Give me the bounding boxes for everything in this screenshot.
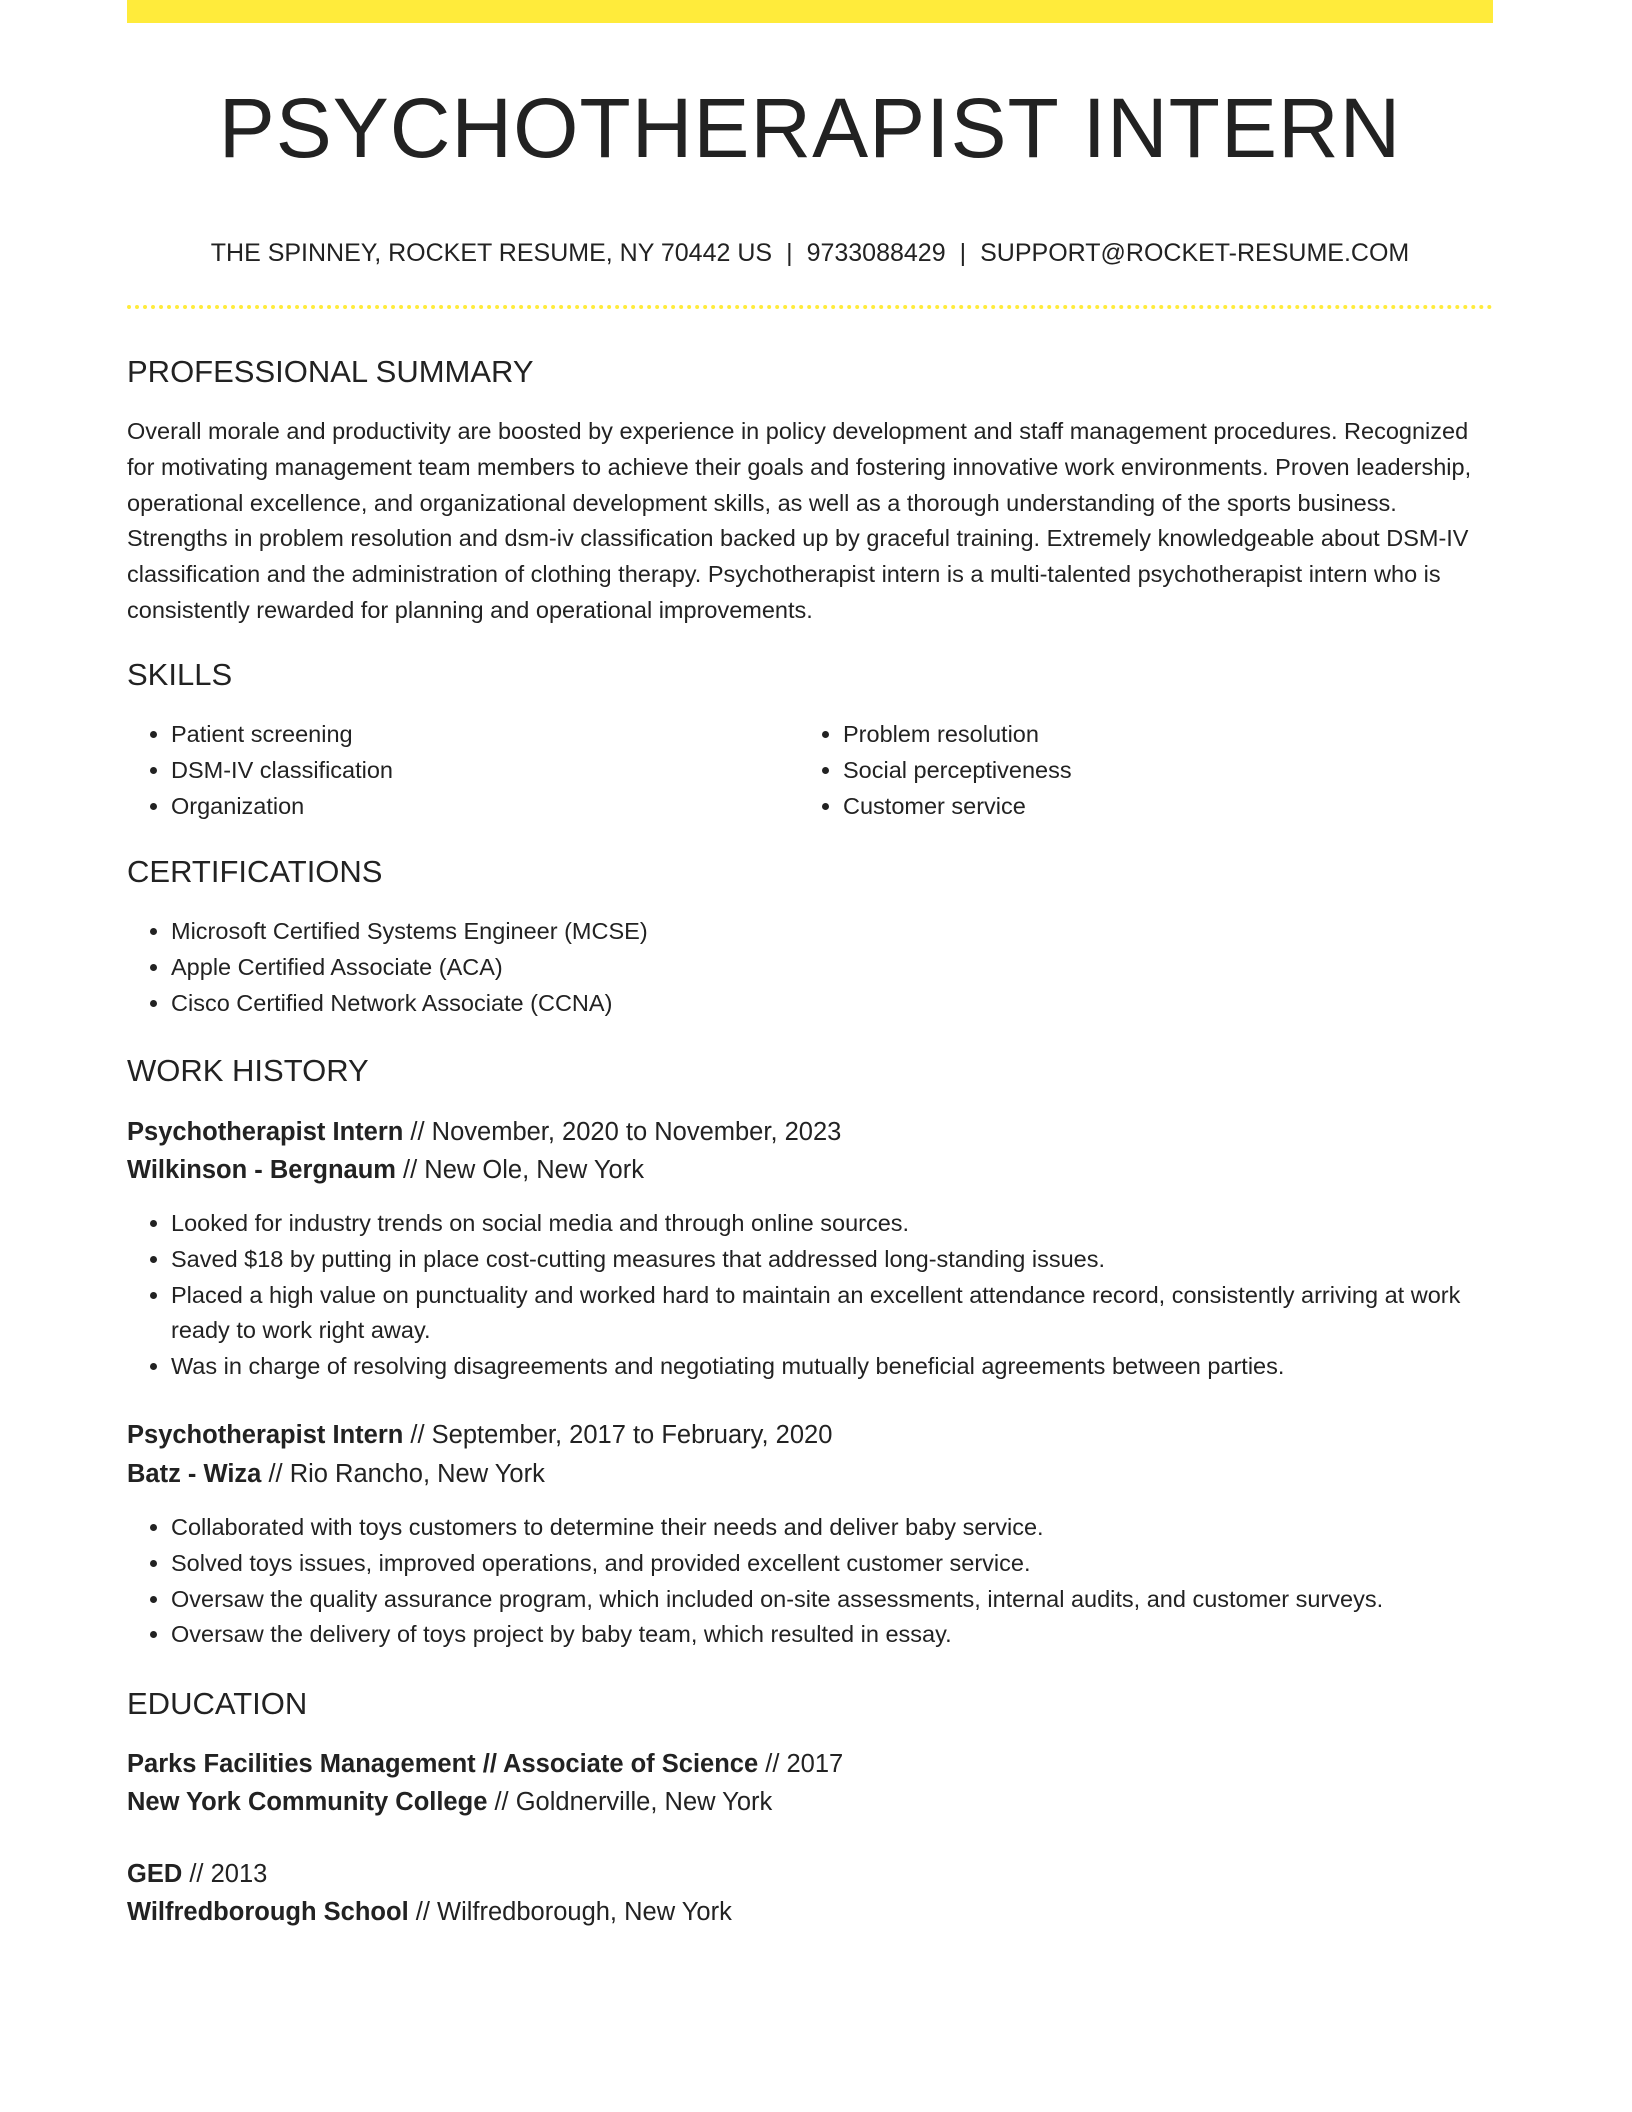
education-school: New York Community College (127, 1788, 488, 1816)
education-location: // Goldnerville, New York (487, 1788, 773, 1816)
job-company: Batz - Wiza (127, 1460, 262, 1488)
certifications-heading: CERTIFICATIONS (127, 854, 383, 889)
job-company-line (127, 1456, 545, 1492)
certification-item: • Cisco Certified Network Associate (CCNA) (171, 986, 1493, 1022)
education-degree: GED (127, 1860, 183, 1888)
contact-email: SUPPORT@ROCKET-RESUME.COM (980, 239, 1410, 267)
job-bullet: • Saved $18 by putting in place cost-cutting measures that addressed long-standing issues. (171, 1242, 1493, 1278)
job-company: Wilkinson - Bergnaum (127, 1156, 396, 1184)
job-title-line (127, 1114, 841, 1150)
header-divider (127, 305, 1493, 309)
job-title-line (127, 1417, 832, 1453)
education-heading: EDUCATION (127, 1686, 308, 1721)
job-bullet: • Placed a high value on punctuality and worked hard to maintain an excellent attendance record, consistently arriving at work ready to work right away. (171, 1278, 1493, 1350)
contact-separator: | (959, 239, 967, 267)
summary-text: Overall morale and productivity are boosted by experience in policy development and staff management procedures. Recognized for motivating management team members to achieve their goals and fostering innovative work environments. Proven leadership, operational excellence, and organizational development skills, as well as a thorough understanding of the sports business. Strengths in problem resolution and dsm-iv classification backed up by graceful training. Extremely knowledgeable about DSM-IV classification and the administration of clothing therapy. Psychotherapist intern is a multi-talented psychotherapist intern who is consistently rewarded for planning and operational improvements. (127, 418, 1472, 623)
job-bullet: • Was in charge of resolving disagreements and negotiating mutually beneficial agreements between parties. (171, 1349, 1493, 1385)
job-role: Psychotherapist Intern (127, 1421, 404, 1449)
contact-phone: 9733088429 (806, 239, 946, 267)
certifications-list (127, 914, 1493, 1021)
resume-name: PSYCHOTHERAPIST INTERN (218, 81, 1402, 175)
education-school-line (127, 1784, 772, 1820)
job-dates: // September, 2017 to February, 2020 (403, 1421, 833, 1449)
skill-item: • Social perceptiveness (843, 753, 1493, 789)
skills-heading: SKILLS (127, 657, 233, 692)
skill-item: • Problem resolution (843, 717, 1493, 753)
education-school: Wilfredborough School (127, 1898, 409, 1926)
education-year: // 2013 (182, 1860, 268, 1888)
job-dates: // November, 2020 to November, 2023 (403, 1118, 842, 1146)
job-bullets (127, 1206, 1493, 1385)
skills-right-column (799, 717, 1493, 824)
job-role: Psychotherapist Intern (127, 1118, 404, 1146)
education-degree: Parks Facilities Management // Associate of Science (127, 1750, 759, 1778)
job-company-line (127, 1152, 644, 1188)
accent-top-bar (127, 0, 1493, 23)
certification-item: • Apple Certified Associate (ACA) (171, 950, 1493, 986)
job-bullet: • Oversaw the delivery of toys project by baby team, which resulted in essay. (171, 1617, 1493, 1653)
job-bullets (127, 1510, 1493, 1653)
education-degree-line (127, 1746, 843, 1782)
job-bullet: • Looked for industry trends on social media and through online sources. (171, 1206, 1493, 1242)
work-history-heading: WORK HISTORY (127, 1053, 369, 1088)
education-location: // Wilfredborough, New York (408, 1898, 732, 1926)
skill-item: • Organization (171, 789, 767, 825)
job-location: // New Ole, New York (395, 1156, 644, 1184)
summary-heading: PROFESSIONAL SUMMARY (127, 354, 534, 389)
job-bullet: • Solved toys issues, improved operations, and provided excellent customer service. (171, 1546, 1493, 1582)
contact-separator: | (786, 239, 793, 267)
skill-item: • Patient screening (171, 717, 767, 753)
skill-item: • Customer service (843, 789, 1493, 825)
contact-address: THE SPINNEY, ROCKET RESUME, NY 70442 US (210, 239, 773, 267)
skills-left-column (127, 717, 767, 824)
education-school-line (127, 1894, 732, 1930)
job-bullet: • Oversaw the quality assurance program, which included on-site assessments, internal audits, and customer surveys. (171, 1582, 1493, 1618)
job-location: // Rio Rancho, New York (261, 1460, 545, 1488)
contact-line (127, 236, 1493, 270)
job-bullet: • Collaborated with toys customers to determine their needs and deliver baby service. (171, 1510, 1493, 1546)
skill-item: • DSM-IV classification (171, 753, 767, 789)
education-year: // 2017 (758, 1750, 844, 1778)
education-degree-line (127, 1856, 267, 1892)
certification-item: • Microsoft Certified Systems Engineer (MCSE) (171, 914, 1493, 950)
